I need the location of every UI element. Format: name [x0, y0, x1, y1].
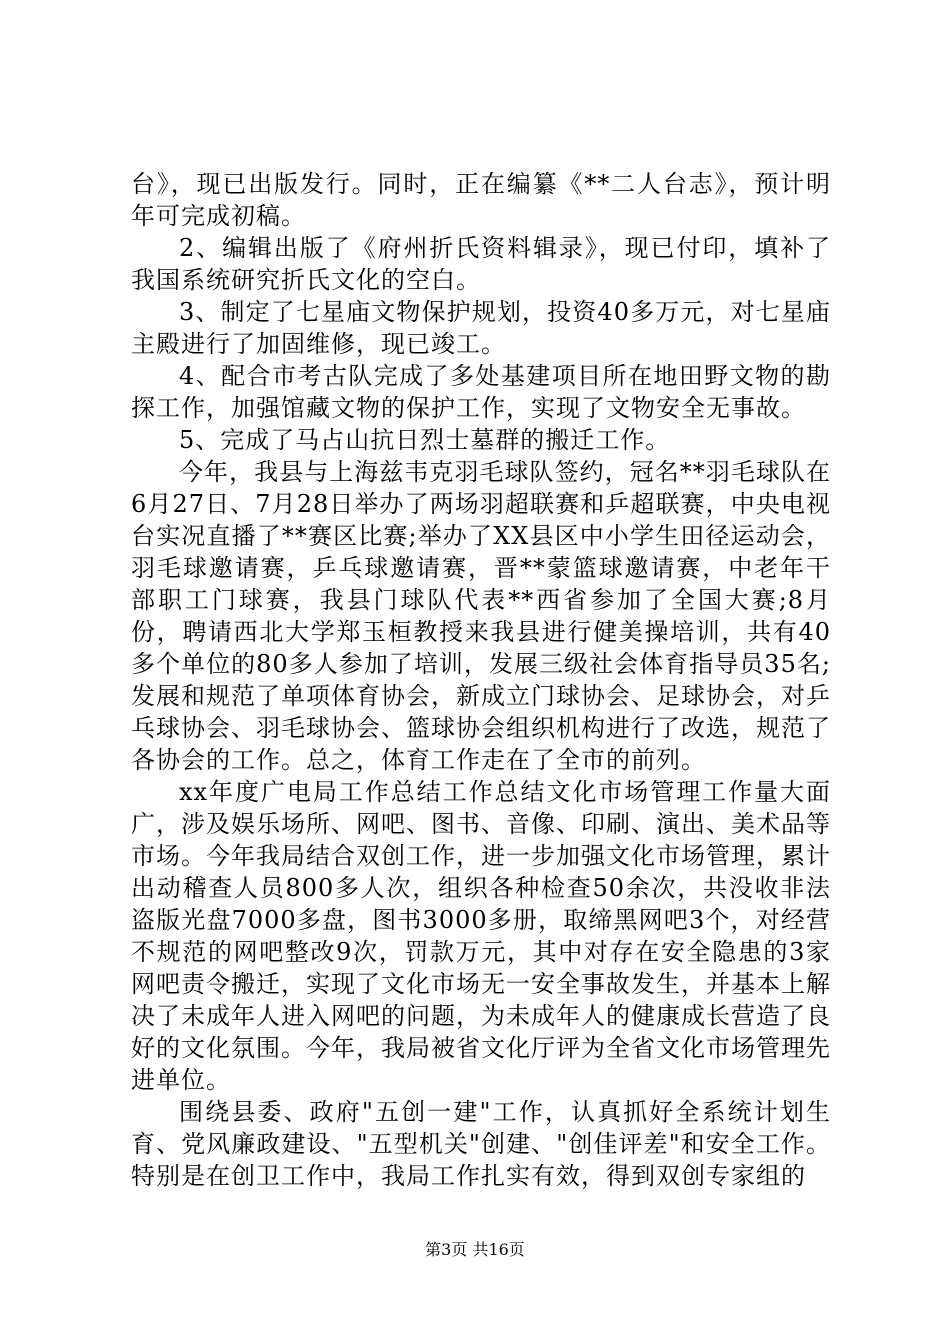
paragraph-6: 今年，我县与上海兹韦克羽毛球队签约，冠名**羽毛球队在6月27日、7月28日举办了两场羽超联赛和乒超联赛，中央电视台实况直播了**赛区比赛;举办了XX县区中小学生田径运动会，羽毛球邀请赛，乒乓球邀请赛，晋**蒙篮球邀请赛，中老年干部职工门球赛，我县门球队代表**西省参加了全国大赛;8月份，聘请西北大学郑玉桓教授来我县进行健美操培训，共有40多个单位的80多人参加了培训，发展三级社会体育指导员35名;发展和规范了单项体育协会，新成立门球协会、足球协会，对乒乓球协会、羽毛球协会、篮球协会组织机构进行了改选，规范了各协会的工作。总之，体育工作走在了全市的前列。 — [131, 458, 831, 774]
paragraph-4: 4、配合市考古队完成了多处基建项目所在地田野文物的勘探工作，加强馆藏文物的保护工作，实现了文物安全无事故。 — [131, 362, 831, 422]
paragraph-1: 台》，现已出版发行。同时，正在编纂《**二人台志》，预计明年可完成初稿。 — [131, 170, 831, 230]
paragraph-5: 5、完成了马占山抗日烈士墓群的搬迁工作。 — [179, 426, 671, 454]
paragraph-7: xx年度广电局工作总结工作总结文化市场管理工作量大面广，涉及娱乐场所、网吧、图书、音像、印刷、演出、美术品等市场。今年我局结合双创工作，进一步加强文化市场管理，累计出动稽查人员800多人次，组织各种检查50余次，共没收非法盗版光盘7000多盘，图书3000多册，取缔黑网吧3个，对经营不规范的网吧整改9次，罚款万元，其中对存在安全隐患的3家网吧责令搬迁，实现了文化市场无一安全事故发生，并基本上解决了未成年人进入网吧的问题，为未成年人的健康成长营造了良好的文化氛围。今年，我局被省文化厅评为全省文化市场管理先进单位。 — [131, 778, 831, 1094]
paragraph-8: 围绕县委、政府"五创一建"工作，认真抓好全系统计划生育、党风廉政建设、"五型机关"创建、"创佳评差"和安全工作。特别是在创卫工作中，我局工作扎实有效，得到双创专家组的 — [131, 1098, 831, 1190]
paragraph-3: 3、制定了七星庙文物保护规划，投资40多万元，对七星庙主殿进行了加固维修，现已竣工。 — [131, 298, 831, 358]
page-footer: 第3页 共16页 — [425, 1240, 525, 1259]
paragraph-2: 2、编辑出版了《府州折氏资料辑录》，现已付印，填补了我国系统研究折氏文化的空白。 — [131, 234, 831, 294]
document-body — [131, 168, 831, 1192]
